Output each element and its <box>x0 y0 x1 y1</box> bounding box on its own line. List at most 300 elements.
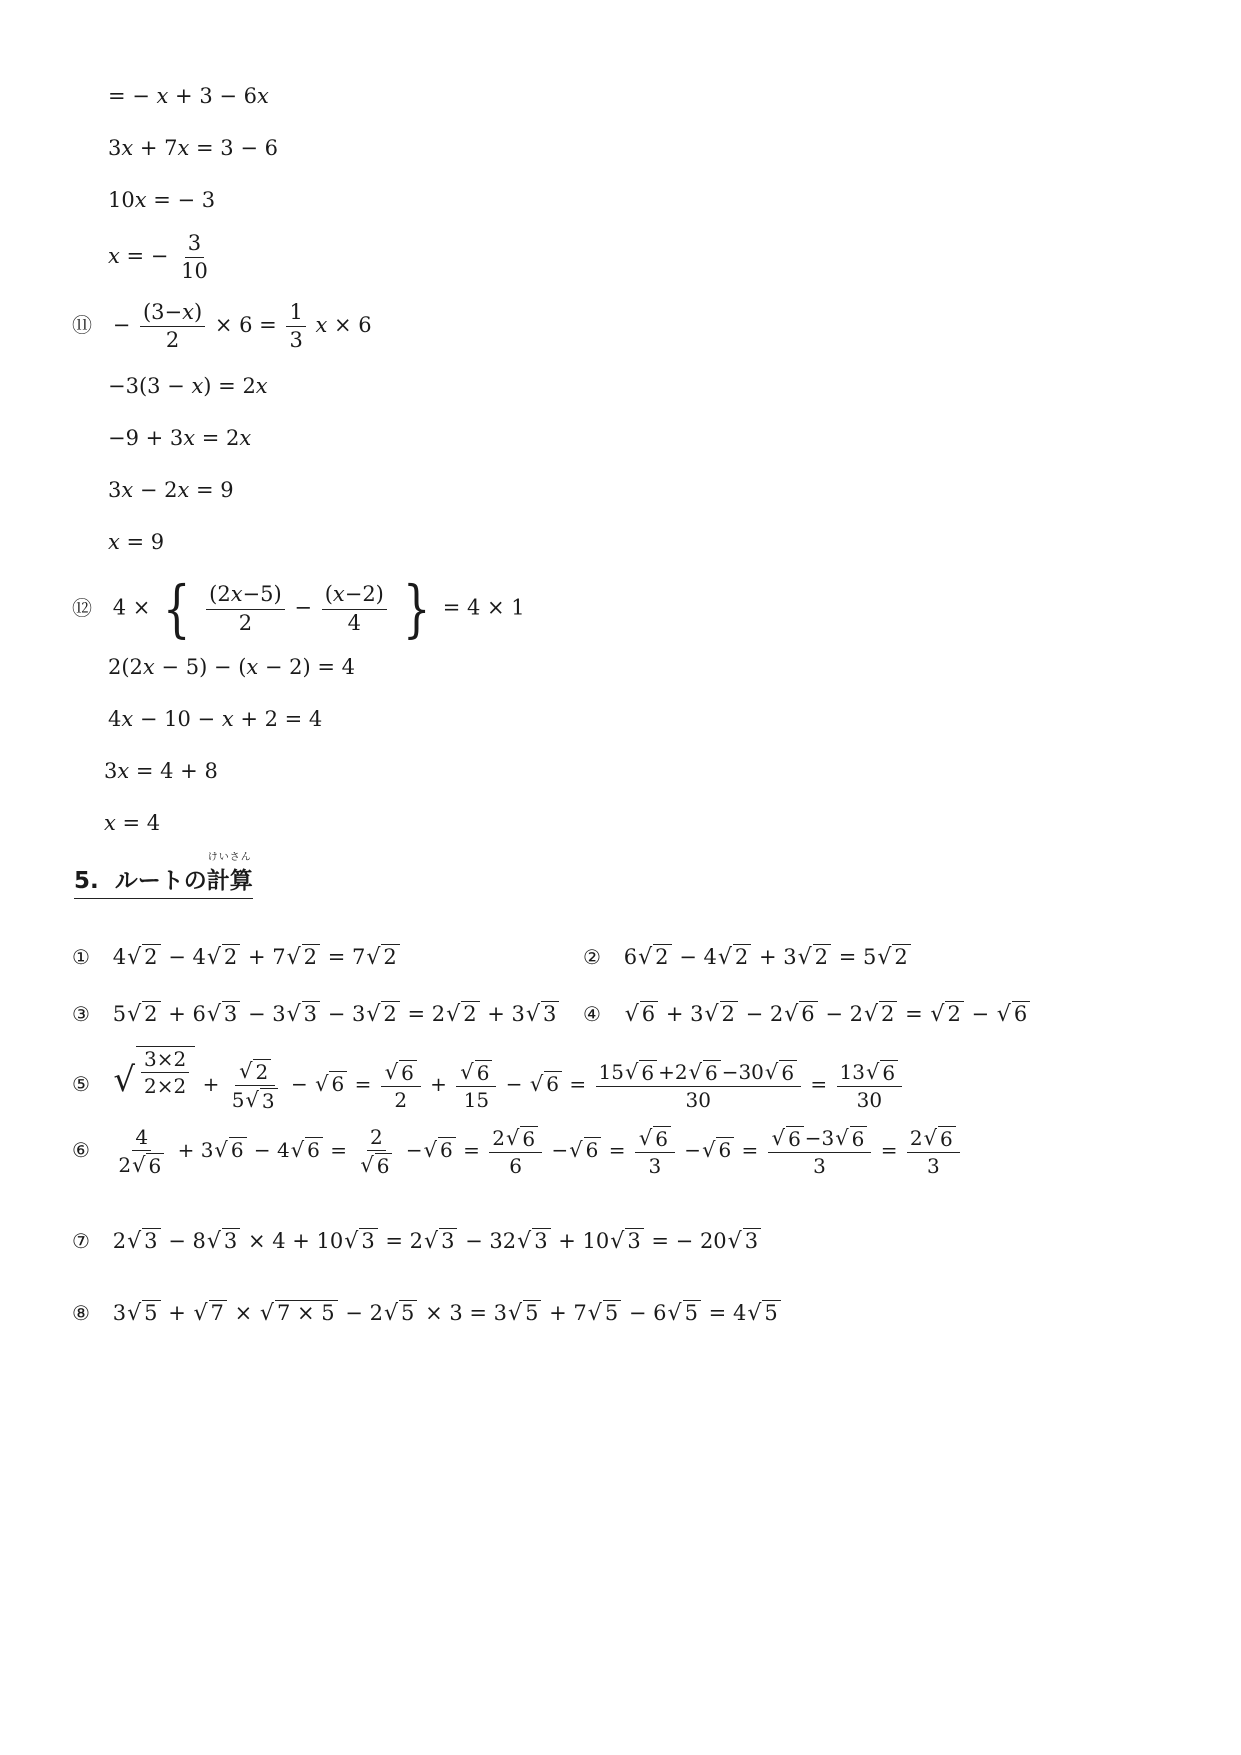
math-term: + 6 <box>168 1002 206 1027</box>
square-root <box>517 1228 550 1253</box>
math-term: + <box>430 1072 447 1096</box>
square-root <box>638 944 671 969</box>
radical-sign: √ <box>610 1229 625 1255</box>
numerator: (2𝑥−5) <box>206 583 285 609</box>
problem-marker: ④ <box>583 1002 601 1027</box>
radicand: 6 <box>850 1126 868 1150</box>
math-term: 計算 <box>206 868 253 894</box>
math-term: 4 <box>112 945 127 970</box>
radical-sign: √ <box>127 1229 142 1255</box>
math-term: − 2 <box>825 1002 863 1027</box>
square-root <box>704 1001 737 1026</box>
fraction <box>837 1060 903 1111</box>
square-root <box>866 1060 898 1084</box>
denominator <box>115 1151 168 1177</box>
math-term: 𝑥 = − <box>108 244 169 269</box>
math-term: − 4 <box>168 945 206 970</box>
radicand: 7 × 5 <box>275 1300 338 1325</box>
radicand: 6 <box>653 1126 671 1150</box>
radical-sign: √ <box>877 945 892 971</box>
radicand: 2 <box>892 944 910 969</box>
eq-line <box>108 480 234 501</box>
problem-marker: ⑪ <box>72 313 92 338</box>
radical-sign: √ <box>315 1072 329 1096</box>
math-term: + 7 <box>549 1301 587 1326</box>
radical-sign: √ <box>360 1152 374 1177</box>
radicand: 2 <box>253 1059 271 1083</box>
fraction <box>140 301 205 352</box>
radical-sign: √ <box>508 1301 523 1327</box>
math-term: × 6 = <box>214 313 277 338</box>
radicand: 3 <box>222 1228 240 1253</box>
math-term: × <box>234 1301 259 1326</box>
radicand: 6 <box>640 1001 658 1026</box>
fraction <box>635 1126 675 1177</box>
math-term: − <box>290 1072 308 1096</box>
radicand: 6 <box>438 1137 456 1161</box>
math-term: 3 <box>112 1301 127 1326</box>
fraction <box>356 1126 396 1177</box>
math-term: 6 <box>623 945 638 970</box>
radicand: 3 <box>439 1228 457 1253</box>
math-term: = <box>569 1072 587 1096</box>
math-term: + <box>168 1301 193 1326</box>
math-term: −3(3 − 𝑥) = 2𝑥 <box>108 374 268 398</box>
radical-sign: √ <box>193 1301 208 1327</box>
fraction <box>229 1059 282 1112</box>
radical-sign: √ <box>127 1002 142 1028</box>
math-term: = − 20 <box>651 1229 727 1254</box>
math-term: × 4 + 10 <box>247 1229 344 1254</box>
problem-marker: ⑥ <box>72 1138 90 1162</box>
math-term: − <box>551 1138 569 1162</box>
square-root <box>784 1001 817 1026</box>
denominator: 4 <box>347 610 361 635</box>
radical-sign: √ <box>214 1138 228 1162</box>
radical-sign: √ <box>865 1059 880 1084</box>
square-root <box>835 1126 867 1150</box>
radical-sign: √ <box>587 1301 602 1327</box>
radical-sign: √ <box>132 1152 146 1177</box>
radical-sign: √ <box>784 1002 799 1028</box>
square-root <box>424 1137 456 1161</box>
eq-line <box>108 190 215 211</box>
radical-sign: √ <box>727 1229 742 1255</box>
math-term: 4 × <box>112 595 151 620</box>
numerator <box>596 1060 802 1087</box>
radicand: 2 <box>461 1001 479 1026</box>
radical-sign: √ <box>529 1072 544 1096</box>
math-term: 10𝑥 = − 3 <box>108 188 216 212</box>
math-term: = <box>880 1138 898 1162</box>
radical-sign: √ <box>259 1301 274 1327</box>
math-term <box>206 852 253 895</box>
square-root <box>127 1300 160 1325</box>
math-term: − 2 <box>745 1002 784 1027</box>
numerator: 2 <box>367 1126 386 1151</box>
radical-sign: √ <box>505 1125 520 1150</box>
square-root <box>864 1001 897 1026</box>
fraction <box>322 583 387 634</box>
math-term: − <box>294 595 312 620</box>
math-term: 5 <box>112 1002 127 1027</box>
radicand: 2 <box>733 944 751 969</box>
math-term: 2 <box>112 1229 127 1254</box>
math-term: − 2 <box>345 1301 383 1326</box>
square-root <box>113 1046 195 1100</box>
denominator: 2 <box>238 610 253 635</box>
root-problem-7 <box>72 1228 762 1253</box>
math-term: + <box>202 1072 220 1096</box>
square-root <box>625 1060 657 1084</box>
fraction <box>178 232 211 283</box>
radical-sign: √ <box>423 1138 437 1162</box>
math-term: = <box>905 1002 930 1027</box>
eq-line <box>108 232 214 283</box>
problem-12 <box>72 572 525 645</box>
radical-sign: √ <box>517 1229 532 1255</box>
math-term: 5. <box>74 868 99 894</box>
square-root <box>385 1060 417 1084</box>
square-root <box>366 944 399 969</box>
square-root <box>287 1001 320 1026</box>
radicand: 2 <box>381 1001 399 1026</box>
denominator: 15 <box>463 1088 490 1112</box>
numerator <box>768 1126 872 1153</box>
square-root <box>639 1126 671 1150</box>
problem-11 <box>72 301 372 352</box>
radicand: 6 <box>229 1137 247 1161</box>
radical-sign: √ <box>747 1301 762 1327</box>
problem-marker: ⑦ <box>72 1229 90 1254</box>
radical-sign: √ <box>446 1002 461 1028</box>
radical-sign: √ <box>286 1002 301 1028</box>
math-term: + 7 <box>247 945 286 970</box>
math-term: − <box>112 313 131 338</box>
radical-sign: √ <box>624 1002 639 1028</box>
radical-sign: √ <box>638 945 653 971</box>
problem-marker: ⑫ <box>72 595 92 620</box>
denominator: 2 <box>394 1088 408 1112</box>
square-root <box>924 1126 956 1150</box>
root-problem-1 <box>72 944 401 969</box>
radicand: 2 <box>381 944 399 969</box>
square-root <box>718 944 751 969</box>
root-problem-8 <box>72 1300 782 1325</box>
eq-line <box>108 376 268 397</box>
fraction <box>456 1060 496 1111</box>
radicand: 6 <box>880 1060 898 1084</box>
denominator: 2×2 <box>144 1074 187 1098</box>
fraction <box>206 583 285 634</box>
radicand: 2 <box>879 1001 897 1026</box>
radical-sign: √ <box>290 1138 305 1162</box>
radical-sign: √ <box>764 1059 779 1084</box>
eq-line <box>108 709 322 730</box>
square-root <box>689 1060 721 1084</box>
square-root <box>127 1228 160 1253</box>
radicand: 5 <box>142 1300 160 1325</box>
radicand: 6 <box>938 1126 956 1150</box>
radicand: 6 <box>544 1071 562 1095</box>
numerator: 1 <box>286 301 305 327</box>
left-brace: { <box>162 572 191 645</box>
square-root <box>747 1300 780 1325</box>
radicand: 2 <box>142 1001 160 1026</box>
math-term: 𝑥 × 6 <box>315 313 372 338</box>
denominator: 3 <box>289 328 303 353</box>
math-term: + 10 <box>558 1229 610 1254</box>
square-root <box>344 1228 377 1253</box>
problem-marker: ② <box>583 945 601 970</box>
eq-line <box>104 761 218 782</box>
math-term: = − 𝑥 + 3 − 6𝑥 <box>108 84 269 108</box>
radicand: 3 <box>222 1001 240 1026</box>
radical-sign: √ <box>771 1125 786 1150</box>
radical-sign: √ <box>424 1229 439 1255</box>
radicand: 6 <box>520 1126 538 1150</box>
math-term: = <box>608 1138 626 1162</box>
square-root <box>127 1001 160 1026</box>
square-root <box>245 1088 277 1112</box>
denominator <box>356 1151 396 1177</box>
problem-marker: ⑧ <box>72 1301 90 1326</box>
square-root <box>668 1300 701 1325</box>
math-term: 15 <box>598 1059 624 1084</box>
numerator: 4 <box>132 1126 151 1151</box>
eq-line <box>108 657 355 678</box>
root-problem-4 <box>583 1001 1031 1026</box>
radicand: 6 <box>1012 1001 1030 1026</box>
math-term: = <box>810 1072 828 1096</box>
math-term: = 4 × 1 <box>442 595 525 620</box>
radical-sign: √ <box>239 1058 253 1083</box>
math-term: = 7 <box>327 945 366 970</box>
fraction <box>115 1126 168 1177</box>
radical-sign: √ <box>383 1301 398 1327</box>
square-root <box>446 1001 479 1026</box>
square-root <box>728 1228 761 1253</box>
math-term: + 3 <box>177 1138 214 1162</box>
math-term: 4𝑥 − 10 − 𝑥 + 2 = 4 <box>108 707 323 731</box>
math-term: 13 <box>839 1059 865 1084</box>
radicand: 6 <box>639 1060 657 1084</box>
numerator <box>456 1060 496 1087</box>
numerator: (3−𝑥) <box>140 301 205 327</box>
numerator: 3 <box>185 232 204 258</box>
radicand: 5 <box>399 1300 417 1325</box>
math-term: = 2 <box>407 1002 446 1027</box>
radical-sign: √ <box>206 945 221 971</box>
math-term: 2(2𝑥 − 5) − (𝑥 − 2) = 4 <box>108 655 356 679</box>
fraction <box>907 1126 960 1177</box>
square-root <box>193 1300 226 1325</box>
radicand: 6 <box>716 1137 734 1161</box>
radicand: 6 <box>399 1060 417 1084</box>
radical-sign: √ <box>667 1301 682 1327</box>
math-term: = <box>463 1138 480 1162</box>
numerator <box>489 1126 542 1153</box>
square-root <box>132 1153 164 1177</box>
numerator <box>381 1060 421 1087</box>
square-root <box>207 1228 240 1253</box>
eq-line <box>108 86 269 107</box>
root-problem-2 <box>583 944 912 969</box>
math-term: − 3 <box>327 1002 366 1027</box>
fraction <box>286 301 305 352</box>
radical-sign: √ <box>704 1002 719 1028</box>
radicand: 6 <box>786 1126 804 1150</box>
math-term: 𝑥 = 4 <box>104 811 161 835</box>
square-root <box>315 1071 347 1095</box>
denominator: 3 <box>926 1154 940 1178</box>
math-term: = 2 <box>385 1229 424 1254</box>
radicand: 7 <box>209 1300 227 1325</box>
square-root <box>702 1137 734 1161</box>
root-problem-3 <box>72 1001 560 1026</box>
radicand: 2 <box>222 944 240 969</box>
math-term: = 4 <box>708 1301 747 1326</box>
denominator: 3 <box>813 1154 826 1178</box>
eq-line <box>108 428 251 449</box>
math-term: 3𝑥 = 4 + 8 <box>104 759 218 783</box>
radical-sign: √ <box>797 945 812 971</box>
square-root <box>588 1300 621 1325</box>
square-root <box>239 1059 271 1083</box>
radical-sign: √ <box>245 1087 259 1112</box>
radical-sign: √ <box>525 1002 540 1028</box>
square-root <box>366 1001 399 1026</box>
right-brace: } <box>402 572 431 645</box>
radical-sign: √ <box>688 1059 702 1084</box>
square-root <box>360 1153 392 1177</box>
radical-sign: √ <box>127 1301 142 1327</box>
math-term: 𝑥 = 9 <box>108 530 165 554</box>
radicand: 6 <box>146 1153 164 1177</box>
square-root <box>798 944 831 969</box>
math-term: − 4 <box>253 1138 290 1162</box>
math-term: − 32 <box>465 1229 517 1254</box>
math-term: + 3 <box>487 1002 525 1027</box>
math-term: − 6 <box>628 1301 667 1326</box>
radical-sign: √ <box>113 1060 136 1100</box>
numerator <box>837 1060 903 1087</box>
square-root <box>127 944 160 969</box>
square-root <box>207 944 240 969</box>
denominator: 30 <box>856 1088 883 1112</box>
radical-sign: √ <box>366 945 381 971</box>
radical-sign: √ <box>863 1002 879 1028</box>
square-root <box>291 1137 323 1161</box>
numerator <box>235 1059 275 1086</box>
eq-line <box>108 138 278 159</box>
radical-sign: √ <box>717 945 732 971</box>
radicand: 3 <box>532 1228 550 1253</box>
radicand: 6 <box>703 1060 721 1084</box>
root-problem-6 <box>72 1126 963 1177</box>
math-term: −3 <box>804 1125 835 1150</box>
math-term: − 4 <box>679 945 717 970</box>
square-root <box>625 1001 658 1026</box>
square-root <box>765 1060 797 1084</box>
radical-sign: √ <box>923 1125 938 1150</box>
radical-sign: √ <box>286 945 301 971</box>
problem-marker: ⑤ <box>72 1072 90 1096</box>
radical-sign: √ <box>996 1002 1011 1028</box>
radicand: 3 <box>625 1228 643 1253</box>
math-term: = 5 <box>838 945 877 970</box>
eq-line <box>108 532 164 553</box>
math-term: = <box>330 1138 347 1162</box>
radicand: 5 <box>683 1300 701 1325</box>
radical-sign: √ <box>702 1138 716 1162</box>
denominator: 3 <box>648 1154 662 1178</box>
radical-sign: √ <box>569 1138 583 1162</box>
denominator <box>229 1086 282 1112</box>
square-root <box>569 1137 601 1161</box>
numerator <box>907 1126 960 1153</box>
square-root <box>508 1300 541 1325</box>
math-term: + 3 <box>758 945 797 970</box>
math-term: +2 <box>658 1059 688 1084</box>
square-root <box>260 1300 338 1325</box>
square-root <box>530 1071 562 1095</box>
denominator: 30 <box>685 1088 711 1112</box>
radicand: 3 <box>260 1088 278 1112</box>
math-term: − 8 <box>168 1229 206 1254</box>
radicand: 3 <box>743 1228 761 1253</box>
radical-sign: √ <box>835 1125 849 1150</box>
math-term: = <box>354 1072 372 1096</box>
square-root <box>214 1137 246 1161</box>
square-root <box>287 944 320 969</box>
radical-sign: √ <box>460 1059 474 1084</box>
math-term: 2 <box>492 1125 505 1150</box>
math-term: −30 <box>721 1059 764 1084</box>
radicand: 5 <box>762 1300 780 1325</box>
radical-sign: √ <box>384 1059 399 1084</box>
radicand: 2 <box>653 944 671 969</box>
fraction <box>141 1048 189 1097</box>
radicand: 2 <box>142 944 160 969</box>
radical-sign: √ <box>344 1229 359 1255</box>
radicand: 6 <box>799 1001 817 1026</box>
fraction <box>596 1060 802 1111</box>
radicand: 6 <box>329 1071 347 1095</box>
square-root <box>877 944 910 969</box>
math-term: − <box>684 1138 702 1162</box>
math-term: − 3 <box>247 1002 286 1027</box>
denominator: 6 <box>509 1154 523 1178</box>
problem-marker: ③ <box>72 1002 90 1027</box>
math-term: = <box>741 1138 759 1162</box>
radicand: 3 <box>142 1228 160 1253</box>
numerator <box>635 1126 675 1153</box>
square-root <box>207 1001 240 1026</box>
radicand: 3 <box>541 1001 559 1026</box>
square-root <box>506 1126 538 1150</box>
square-root <box>424 1228 457 1253</box>
math-term: − <box>505 1072 523 1096</box>
section-heading <box>74 852 253 899</box>
math-term: × 3 = 3 <box>425 1301 508 1326</box>
eq-line <box>104 813 160 834</box>
fraction <box>489 1126 542 1177</box>
square-root <box>772 1126 804 1150</box>
radical-sign: √ <box>638 1125 653 1150</box>
radicand: 2 <box>302 944 320 969</box>
radical-sign: √ <box>366 1002 381 1028</box>
